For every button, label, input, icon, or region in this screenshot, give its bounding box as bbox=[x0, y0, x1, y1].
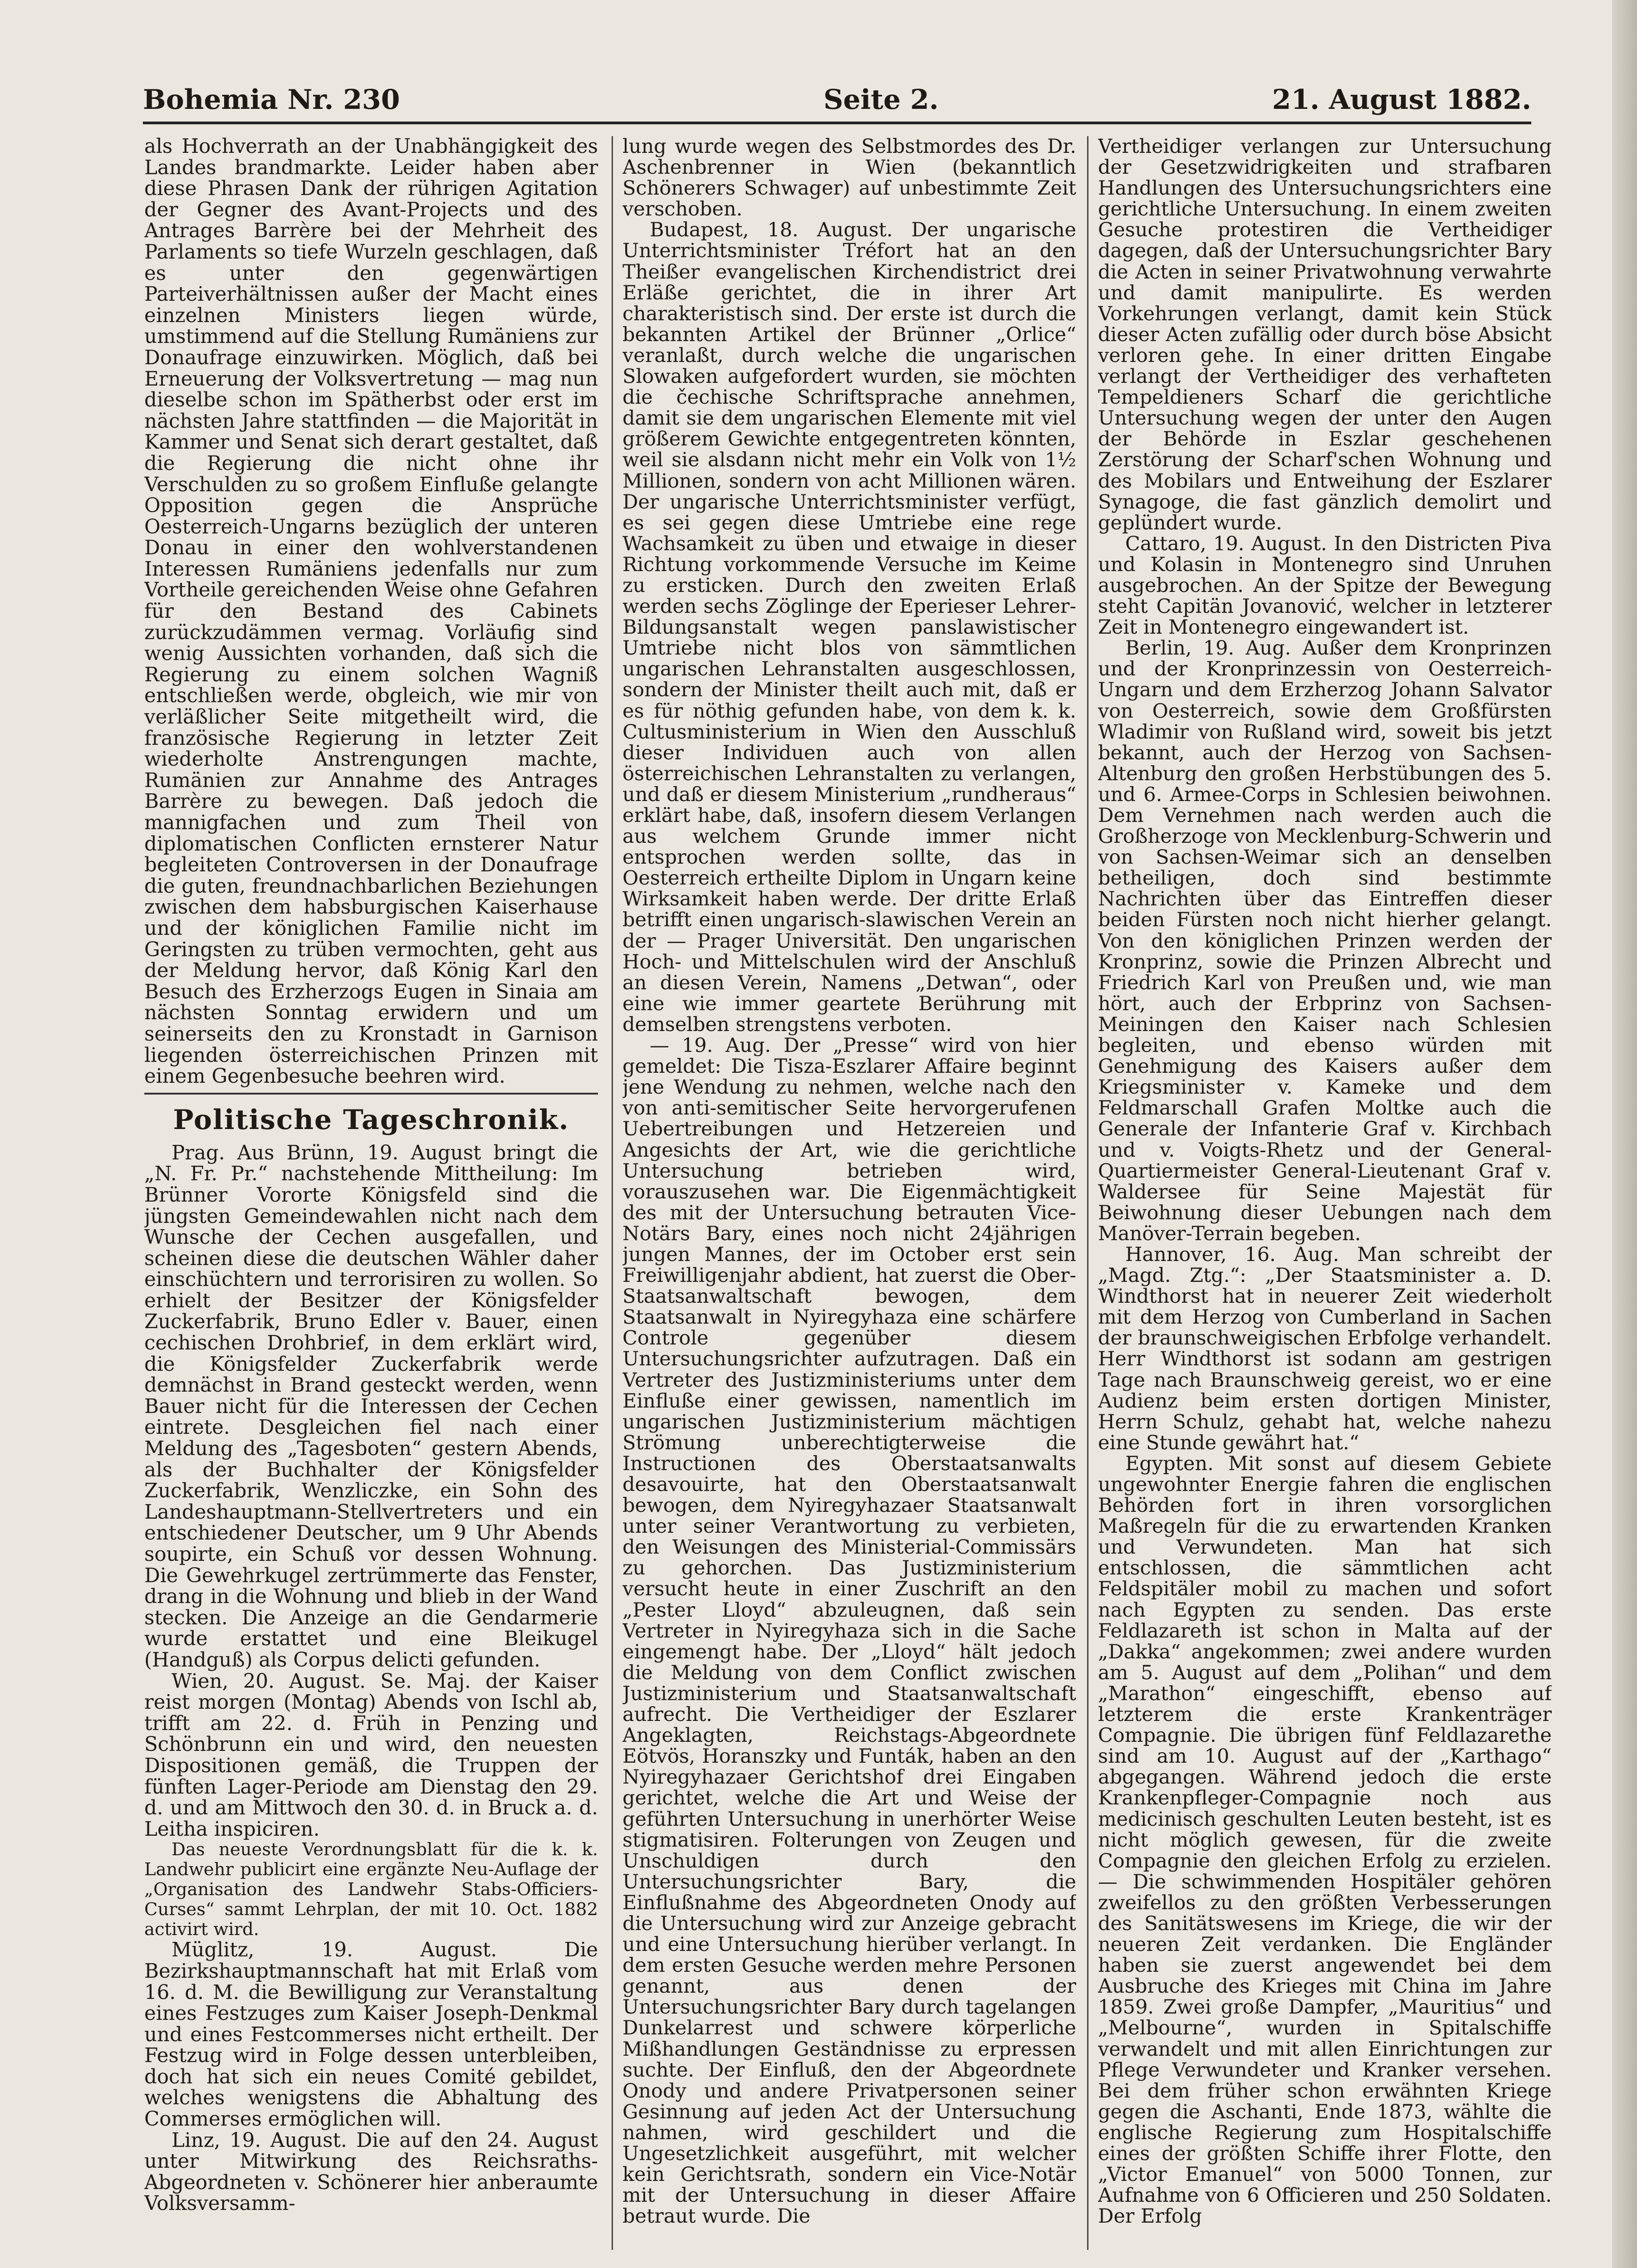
article-mueglitz: Müglitz, 19. August. Die Bezirkshauptmannschaft hat mit Erlaß vom 16. d. M. die Bewilligung zur Veranstaltung eines Festzuges zum Kaiser Joseph-Denkmal und eines Festcommerses nicht ertheilt. Der Festzug wird in Folge dessen unterbleiben, doch hat sich ein neues Comité gebildet, welches wenigstens die Abhaltung des Commerses ermöglichen will. bbox=[144, 1939, 598, 2131]
article-linz-continued: lung wurde wegen des Selbstmordes des Dr. Aschenbrenner in Wien (bekanntlich Schönerers Schwager) auf unbestimmte Zeit verschoben. bbox=[622, 136, 1076, 221]
masthead-issue: Bohemia Nr. 230 bbox=[143, 84, 400, 116]
column-3 bbox=[1098, 136, 1552, 2250]
column-divider bbox=[612, 136, 613, 2250]
article-rumaenien-donaufrage: als Hochverrath an der Unabhängigkeit des Landes brandmarkte. Leider haben aber diese Phrasen Dank der rührigen Agitation der Gegner des Avant-Projects und des Antrages Barrère bei der Mehrheit des Parlaments so tiefe Wurzeln geschlagen, daß es unter den gegenwärtigen Parteiverhältnissen außer der Macht eines einzelnen Ministers liegen würde, umstimmend auf die Stellung Rumäniens zur Donaufrage einzuwirken. Möglich, daß bei Erneuerung der Volksvertretung — mag nun dieselbe schon im Spätherbst oder erst im nächsten Jahre stattfinden — die Majorität in Kammer und Senat sich derart gestaltet, daß die Regierung die nicht ohne ihr Verschulden zu so großem Einfluße gelangte Opposition gegen die Ansprüche Oesterreich-Ungarns bezüglich der unteren Donau in einer den wohlverstandenen Interessen Rumäniens jedenfalls nur zum Vortheile gereichenden Weise ohne Gefahren für den Bestand des Cabinets zurückzudämmen vermag. Vorläufig sind wenig Aussichten vorhanden, daß sich die Regierung zu einem solchen Wagniß entschließen werde, obgleich, wie mir von verläßlicher Seite mitgetheilt wird, die französische Regierung in letzter Zeit wiederholte Anstrengungen machte, Rumänien zur Annahme des Antrages Barrère zu bewegen. Daß jedoch die mannigfachen und zum Theil von diplomatischen Conflicten ernsterer Natur begleiteten Controversen in der Donaufrage die guten, freundnachbarlichen Beziehungen zwischen dem habsburgischen Kaiserhause und der königlichen Familie nicht im Geringsten zu trüben vermochten, geht aus der Meldung hervor, daß König Karl den Besuch des Erzherzogs Eugen in Sinaia am nächsten Sonntag erwidern und um seinerseits den zu Kronstadt in Garnison liegenden österreichischen Prinzen mit einem Gegenbesuche beehren wird. bbox=[144, 136, 598, 1088]
column-divider bbox=[1087, 136, 1088, 2250]
article-cattaro: Cattaro, 19. August. In den Districten Piva und Kolasin in Montenegro sind Unruhen ausgebrochen. An der Spitze der Bewegung steht Capitän Jovanović, welcher in letzterer Zeit in Montenegro eingewandert ist. bbox=[1098, 532, 1552, 639]
page-edge-shadow bbox=[1612, 0, 1637, 2268]
column-2 bbox=[622, 136, 1076, 2250]
section-rule bbox=[144, 1093, 598, 1095]
page-header bbox=[143, 79, 1531, 120]
section-title: Politische Tageschronik. bbox=[173, 1104, 569, 1136]
article-egypten: Egypten. Mit sonst auf diesem Gebiete ungewohnter Energie fahren die englischen Behörden fort in ihren vorsorglichen Maßregeln für die zu erwartenden Kranken und Verwundeten. Man hat sich entschlossen, die sämmtlichen acht Feldspitäler mobil zu machen und sofort nach Egypten zu senden. Das erste Feldlazareth ist schon in Malta auf der „Dakka“ angekommen; zwei andere wurden am 5. August auf dem „Polihan“ und dem „Marathon“ eingeschifft, ebenso auf letzterem die erste Krankenträger Compagnie. Die übrigen fünf Feldlazarethe sind am 10. August auf der „Karthago“ abgegangen. Während jedoch die erste Krankenpfleger-Compagnie noch aus medicinisch geschulten Leuten besteht, ist es nicht möglich gewesen, für die zweite Compagnie den gleichen Erfolg zu erzielen. — Die schwimmenden Hospitäler gehören zweifellos zu den größten Verbesserungen des Sanitätswesens im Kriege, die wir der neueren Zeit verdanken. Die Engländer haben sie zuerst angewendet bei dem Ausbruche des Krieges mit China im Jahre 1859. Zwei große Dampfer, „Mauritius“ und „Melbourne“, wurden in Spitalschiffe verwandelt und mit allen Einrichtungen zur Pflege Verwundeter und Kranker versehen. Bei dem früher schon erwähnten Kriege gegen die Aschanti, Ende 1873, wählte die englische Regierung zum Hospitalschiffe eines der größten Schiffe ihrer Flotte, den „Victor Emanuel“ von 5000 Tonnen, zur Aufnahme von 6 Officieren und 250 Soldaten. Der Erfolg bbox=[1098, 1452, 1552, 2228]
article-landwehr: Das neueste Verordnungsblatt für die k. k. Landwehr publicirt eine ergänzte Neu-Auflage der „Organisation des Landwehr Stabs-Officiers-Curses“ sammt Lehrplan, der mit 10. Oct. 1882 activirt wird. bbox=[144, 1839, 598, 1940]
header-rule bbox=[143, 122, 1531, 124]
issue-date: 21. August 1882. bbox=[1272, 84, 1531, 116]
article-berlin: Berlin, 19. Aug. Außer dem Kronprinzen und der Kronprinzessin von Oesterreich-Ungarn und dem Erzherzog Johann Salvator von Oesterreich, sowie dem Großfürsten Wladimir von Rußland wird, soweit bis jetzt bekannt, auch der Herzog von Sachsen-Altenburg den großen Herbstübungen des 5. und 6. Armee-Corps in Schlesien beiwohnen. Dem Vernehmen nach werden auch die Großherzoge von Mecklenburg-Schwerin und von Sachsen-Weimar sich an denselben betheiligen, doch sind bestimmte Nachrichten über das Eintreffen dieser beiden Fürsten noch nicht hierher gelangt. Von den königlichen Prinzen werden der Kronprinz, sowie die Prinzen Albrecht und Friedrich Karl von Preußen und, wie man hört, auch der Erbprinz von Sachsen-Meiningen den Kaiser nach Schlesien begleiten, und ebenso würden mit Genehmigung des Kaisers außer dem Kriegsminister v. Kameke und dem Feldmarschall Grafen Moltke auch die Generale der Infanterie Graf v. Kirchbach und v. Voigts-Rhetz und der General-Quartiermeister General-Lieutenant Graf v. Waldersee für Seine Majestät für Beiwohnung dieser Uebungen nach dem Manöver-Terrain begeben. bbox=[1098, 637, 1552, 1245]
article-tisza-eszlar: — 19. Aug. Der „Presse“ wird von hier gemeldet: Die Tisza-Eszlarer Affaire beginnt jene Wendung zu nehmen, welche nach den von anti-semitischer Seite hervorgerufenen Uebertreibungen und Hetzereien und Angesichts der Art, wie die gerichtliche Untersuchung betrieben wird, vorauszusehen war. Die Eigenmächtigkeit des mit der Untersuchung betrauten Vice-Notärs Bary, eines noch nicht 24jährigen jungen Mannes, der im October erst sein Freiwilligenjahr abdient, hat zuerst die Ober-Staatsanwaltschaft bewogen, dem Staatsanwalt in Nyiregyhaza eine schärfere Controle gegenüber diesem Untersuchungsrichter aufzutragen. Daß ein Vertreter des Justizministeriums unter dem Einfluße einer gewissen, namentlich im ungarischen Justizministerium mächtigen Strömung unberechtigterweise die Instructionen des Oberstaatsanwalts desavouirte, hat den Oberstaatsanwalt bewogen, dem Nyiregyhazaer Staatsanwalt unter seiner Verantwortung zu verbieten, den Weisungen des Ministerial-Commissärs zu gehorchen. Das Justizministerium versucht heute in einer Zuschrift an den „Pester Lloyd“ abzuleugnen, daß sein Vertreter in Nyiregyhaza sich in die Sache eingemengt habe. Der „Lloyd“ hält jedoch die Meldung von dem Conflict zwischen Justizministerium und Staatsanwaltschaft aufrecht. Die Vertheidiger der Eszlarer Angeklagten, Reichstags-Abgeordnete Eötvös, Horanszky und Funták, haben an den Nyiregyhazaer Gerichtshof drei Eingaben gerichtet, welche die Art und Weise der geführten Untersuchung in unerhörter Weise stigmatisiren. Folterungen von Zeugen und Unschuldigen durch den Untersuchungsrichter Bary, die Einflußnahme des Abgeordneten Onody auf die Untersuchung wird zur Anzeige gebracht und eine Untersuchung hierüber verlangt. In dem ersten Gesuche werden mehre Personen genannt, aus denen der Untersuchungsrichter Bary durch tagelangen Dunkelarrest und schwere körperliche Mißhandlungen Geständnisse zu erpressen suchte. Der Einfluß, den der Abgeordnete Onody und andere Privatpersonen seiner Gesinnung auf jeden Act der Untersuchung nahmen, wird geschildert und die Ungesetzlichkeit ausgeführt, mit welcher kein Gerichtsrath, sondern ein Vice-Notär mit der Untersuchung in dieser Affaire betraut wurde. Die bbox=[622, 1034, 1076, 2228]
article-wien: Wien, 20. August. Se. Maj. der Kaiser reist morgen (Montag) Abends von Ischl ab, trifft am 22. d. Früh in Penzing und Schönbrunn ein und wird, den neuesten Dispositionen gemäß, die Truppen der fünften Lager-Periode am Dienstag den 29. d. und am Mittwoch den 30. d. in Bruck a. d. Leitha inspiciren. bbox=[144, 1670, 598, 1841]
article-hannover: Hannover, 16. Aug. Man schreibt der „Magd. Ztg.“: „Der Staatsminister a. D. Windthorst hat in neuerer Zeit wiederholt mit dem Herzog von Cumberland in Sachen der braunschweigischen Erbfolge verhandelt. Herr Windthorst ist sodann am gestrigen Tage nach Braunschweig gereist, wo er eine Audienz beim ersten dortigen Minister, Herrn Schulz, gehabt hat, welche nahezu eine Stunde gewährt hat.“ bbox=[1098, 1243, 1552, 1454]
article-budapest: Budapest, 18. August. Der ungarische Unterrichtsminister Tréfort hat an den Theißer evangelischen Kirchendistrict drei Erläße gerichtet, die in ihrer Art charakteristisch sind. Der erste ist durch die bekannten Artikel der Brünner „Orlice“ veranlaßt, durch welche die ungarischen Slowaken aufgefordert wurden, sie möchten die čechische Schriftsprache annehmen, damit sie dem ungarischen Elemente mit viel größerem Gewichte entgegentreten könnten, weil sie alsdann nicht mehr ein Volk von 1½ Millionen, sondern von acht Millionen wären. Der ungarische Unterrichtsminister verfügt, es sei gegen diese Umtriebe eine rege Wachsamkeit zu üben und etwaige in dieser Richtung vorkommende Versuche im Keime zu ersticken. Durch den zweiten Erlaß werden sechs Zöglinge der Eperieser Lehrer-Bildungsanstalt wegen panslawistischer Umtriebe nicht blos von sämmtlichen ungarischen Lehranstalten ausgeschlossen, sondern der Minister theilt auch mit, daß er es für nöthig gefunden habe, von dem k. k. Cultusministerium in Wien den Ausschluß dieser Individuen auch von allen österreichischen Lehranstalten zu verlangen, und daß er diesem Ministerium „rundheraus“ erklärt habe, daß, insofern diesem Verlangen aus welchem Grunde immer nicht entsprochen werden sollte, das in Oesterreich ertheilte Diplom in Ungarn keine Wirksamkeit haben werde. Der dritte Erlaß betrifft einen ungarisch-slawischen Verein an der — Prager Universität. Den ungarischen Hoch- und Mittelschulen wird der Anschluß an diesen Verein, Namens „Detwan“, oder eine wie immer geartete Berührung mit demselben strengstens verboten. bbox=[622, 219, 1076, 1036]
column-1 bbox=[144, 136, 598, 2250]
page-number: Seite 2. bbox=[823, 84, 939, 116]
article-tisza-eszlar-continued: Vertheidiger verlangen zur Untersuchung der Gesetzwidrigkeiten und strafbaren Handlungen des Untersuchungsrichters eine gerichtliche Untersuchung. In einem zweiten Gesuche protestiren die Vertheidiger dagegen, daß der Untersuchungsrichter Bary die Acten in seiner Privatwohnung verwahrte und damit manipulirte. Es werden Vorkehrungen verlangt, damit kein Stück dieser Acten zufällig oder durch böse Absicht verloren gehe. In einer dritten Eingabe verlangt der Vertheidiger des verhafteten Tempeldieners Scharf die gerichtliche Untersuchung wegen der unter den Augen der Behörde in Eszlar geschehenen Zerstörung der Scharf'schen Wohnung und des Mobilars und Entweihung der Eszlarer Synagoge, die fast gänzlich demolirt und geplündert wurde. bbox=[1098, 136, 1552, 534]
article-linz: Linz, 19. August. Die auf den 24. August unter Mitwirkung des Reichsraths-Abgeordneten v. Schönerer hier anberaumte Volksversamm- bbox=[144, 2129, 598, 2215]
article-prag: Prag. Aus Brünn, 19. August bringt die „N. Fr. Pr.“ nachstehende Mittheilung: Im Brünner Vororte Königsfeld sind die jüngsten Gemeindewahlen nicht nach dem Wunsche der Cechen ausgefallen, und scheinen diese die deutschen Wähler daher einschüchtern und terrorisiren zu wollen. So erhielt der Besitzer der Königsfelder Zuckerfabrik, Bruno Edler v. Bauer, einen cechischen Drohbrief, in dem erklärt wird, die Königsfelder Zuckerfabrik werde demnächst in Brand gesteckt werden, wenn Bauer nicht für die Interessen der Cechen eintrete. Desgleichen fiel nach einer Meldung des „Tagesboten“ gestern Abends, als der Buchhalter der Königsfelder Zuckerfabrik, Wenzliczke, ein Sohn des Landeshauptmann-Stellvertreters und ein entschiedener Deutscher, um 9 Uhr Abends soupirte, ein Schuß vor dessen Wohnung. Die Gewehrkugel zertrümmerte das Fenster, drang in die Wohnung und blieb in der Wand stecken. Die Anzeige an die Gendarmerie wurde erstattet und eine Bleikugel (Handguß) als Corpus delicti gefunden. bbox=[144, 1141, 598, 1672]
